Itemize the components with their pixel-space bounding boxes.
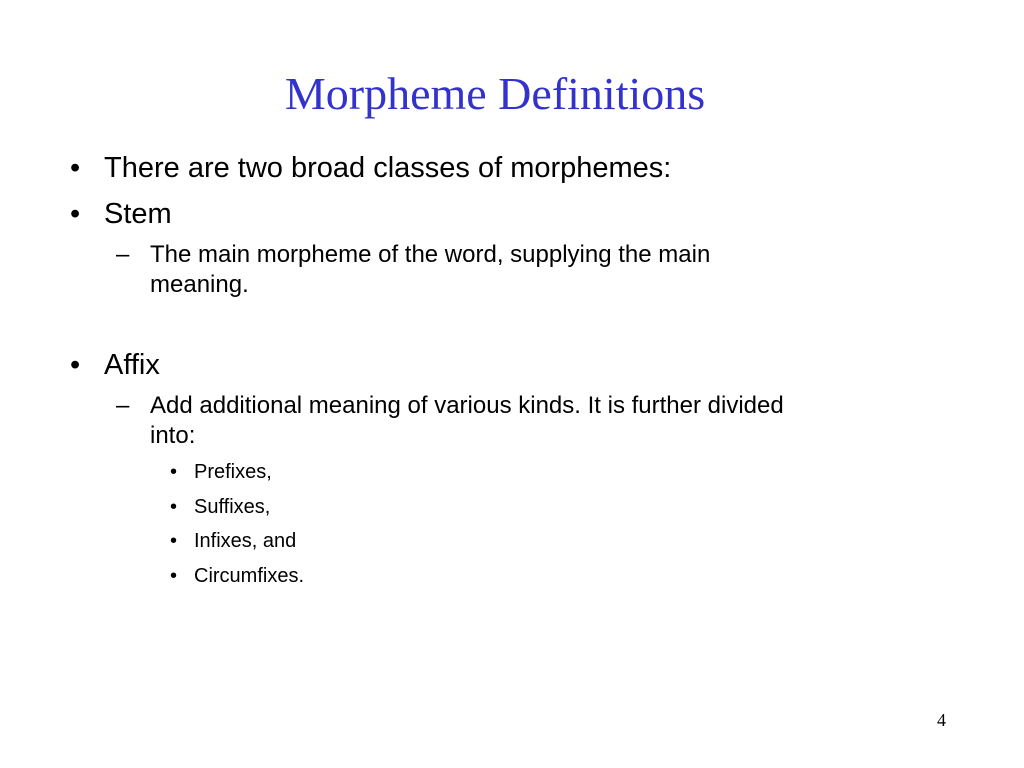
page-number: 4 — [937, 710, 946, 730]
list-marker: • — [170, 530, 178, 552]
affix-definition-line-2: into: — [150, 422, 196, 449]
list-marker: • — [170, 496, 178, 518]
bullet-marker: • — [70, 349, 81, 381]
list-item-infixes: Infixes, and — [194, 530, 297, 552]
list-item-suffixes: Suffixes, — [194, 496, 271, 518]
bullet-text-stem: Stem — [104, 198, 172, 230]
bullet-text-affix: Affix — [104, 349, 160, 381]
list-marker: • — [170, 461, 178, 483]
list-marker: • — [170, 565, 178, 587]
bullet-text-classes: There are two broad classes of morphemes: — [104, 152, 672, 184]
stem-definition-line-1: The main morpheme of the word, supplying the main — [150, 241, 711, 268]
slide-title: Morpheme Definitions — [284, 68, 706, 119]
bullet-marker: • — [70, 198, 81, 230]
affix-definition-line-1: Add additional meaning of various kinds. It is further divided — [150, 392, 784, 419]
list-item-prefixes: Prefixes, — [194, 461, 272, 483]
bullet-marker: • — [70, 152, 81, 184]
stem-definition-line-2: meaning. — [150, 271, 249, 298]
subbullet-marker: – — [116, 241, 130, 268]
subbullet-marker: – — [116, 392, 130, 419]
list-item-circumfixes: Circumfixes. — [194, 565, 305, 587]
